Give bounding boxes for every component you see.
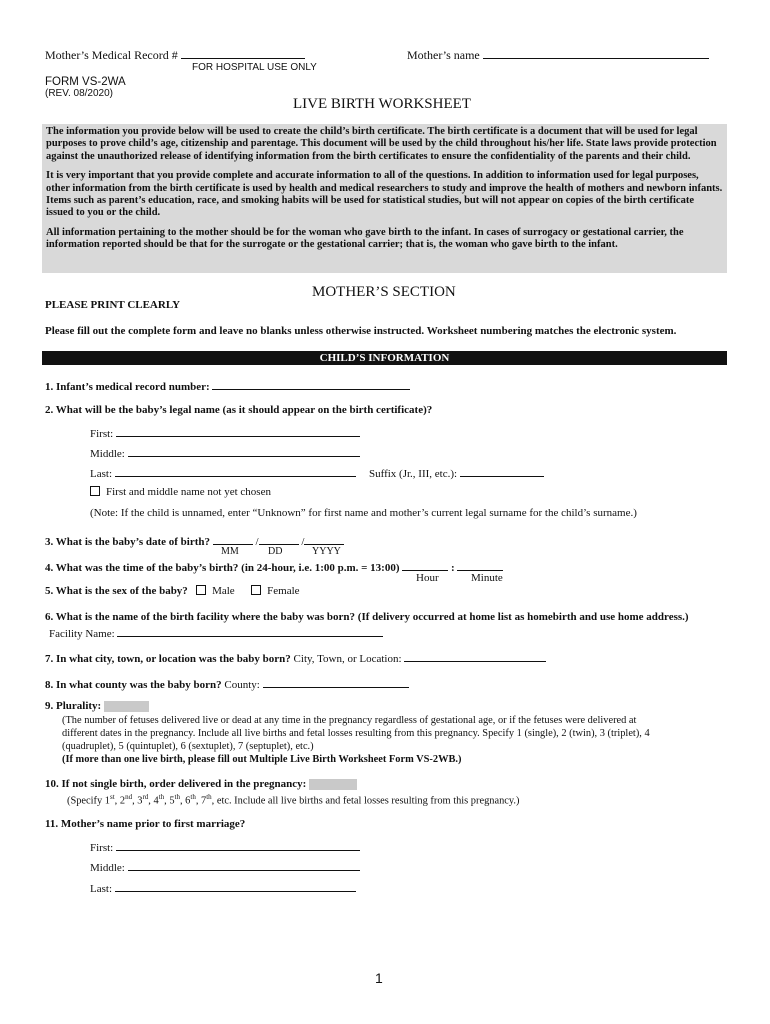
q9-desc-line-4: (If more than one live birth, please fill out Multiple Live Birth Worksheet Form VS-2WB.) [62,754,462,765]
mother-record-line[interactable] [181,47,305,59]
q11-label: 11. Mother’s name prior to first marriage? [45,818,246,830]
mother-name-label: Mother’s name [407,48,480,62]
dd-caption: DD [268,546,283,557]
q2-middle-row [90,445,360,460]
q7-label: 7. In what city, town, or location was the baby born? [45,653,291,665]
birth-hour-field[interactable] [402,559,448,571]
middle-name-field[interactable] [128,445,360,457]
q11-middle-row [90,859,360,874]
q11-first-row [90,839,360,854]
birth-minute-field[interactable] [457,559,503,571]
section-title: MOTHER’S SECTION [312,284,456,300]
q9-desc-line-3: (quadruplet), 5 (quintuplet), 6 (sextuplet), 7 (septuplet), etc.) [62,741,314,752]
q2-suffix-row [369,465,544,480]
q2-not-chosen-row [90,486,271,498]
dob-year-field[interactable] [304,533,344,545]
notice-paragraph-2: It is very important that you provide complete and accurate information to all of the questions. In addition to information used for legal purposes, other information from the birth certificate is used by health and medical researchers to study and improve the health of mothers and newborn infants. Items such as parent’s education, race, and smoking habits will be used for statistical studies, but will not appear on copies of the birth certificate issued to you or the child. [46,170,723,219]
page-number: 1 [375,970,383,986]
notice-paragraph-3: All information pertaining to the mother should be for the woman who gave birth to the infant. In cases of surrogacy or gestational carrier, the information reported should be that for the surrogate or the gestational carrier; that is, the woman who gave birth to the infant. [46,226,684,251]
mother-record-field [45,47,305,63]
q9-description [62,714,650,766]
not-chosen-label: First and middle name not yet chosen [106,486,271,498]
q5-row [45,585,300,597]
last-name-label: Last: [90,468,112,480]
birth-order-field[interactable] [309,779,357,790]
q7-row [45,650,546,665]
q8-label: 8. In what county was the baby born? [45,679,222,691]
maiden-last-field[interactable] [115,880,356,892]
plurality-field[interactable] [104,701,149,712]
county-field[interactable] [263,676,409,688]
q6-label: 6. What is the name of the birth facility where the baby was born? (If delivery occurred at home list as homebirth and use home address.) [45,611,689,623]
q1-label: 1. Infant’s medical record number: [45,381,210,393]
q3-label: 3. What is the baby’s date of birth? [45,536,211,548]
q4-label: 4. What was the time of the baby’s birth? (in 24-hour, i.e. 1:00 p.m. = 13:00) [45,562,400,574]
first-name-label: First: [90,428,114,440]
mother-record-label: Mother’s Medical Record # [45,48,178,62]
q8-row [45,676,409,691]
mother-name-line[interactable] [483,47,709,59]
instructions: Please fill out the complete form and leave no blanks unless otherwise instructed. Worksheet numbering matches the electronic system. [45,325,677,337]
city-field[interactable] [404,650,546,662]
not-chosen-checkbox[interactable] [90,486,100,496]
q10-spec-post: , etc. Include all live births and fetal losses resulting from this pregnancy.) [211,795,520,807]
hour-caption: Hour [416,572,439,584]
q9-row [45,700,149,712]
q10-label: 10. If not single birth, order delivered in the pregnancy: [45,778,307,790]
suffix-field[interactable] [460,465,544,477]
childs-information-bar: CHILD’S INFORMATION [42,351,727,365]
q8-field-label: County: [224,679,260,691]
q5-label: 5. What is the sex of the baby? [45,585,188,597]
q4-row: 4. What was the time of the baby’s birth? (in 24-hour, i.e. 1:00 p.m. = 13:00) : [45,559,503,574]
q7-field-label: City, Town, or Location: [293,653,402,665]
middle-name-label: Middle: [90,448,125,460]
notice-box [42,124,727,273]
notice-paragraph-1: The information you provide below will be used to create the child’s birth certificate. The birth certificate is a document that will be used for legal purposes to prove child’s age, citizenship and parentage. This document will be used by the child throughout his/her life. State laws provide protection against the unauthorized release of identifying information from the birth certificates to ensure the confidentiality of the parents and their child. [46,126,717,162]
yyyy-caption: YYYY [312,546,341,557]
female-checkbox[interactable] [251,585,261,595]
last-name-field[interactable] [115,465,356,477]
q2-last-row [90,465,356,480]
form-revision: (REV. 08/2020) [45,88,114,99]
male-label: Male [212,585,235,597]
q1-row [45,378,410,393]
dob-month-field[interactable] [213,533,253,545]
q10-row [45,778,357,790]
infant-record-number-field[interactable] [212,378,410,390]
q9-label: 9. Plurality: [45,700,102,712]
maiden-first-label: First: [90,842,114,854]
mm-caption: MM [221,546,239,557]
q2-first-row [90,425,360,440]
facility-label: Facility Name: [49,628,115,640]
male-checkbox[interactable] [196,585,206,595]
q10-spec: (Specify 1st, 2nd, 3rd, 4th, 5th, 6th, 7th, etc. Include all live births and fetal losses resulting from this pregnancy.) [67,793,520,807]
form-id: FORM VS-2WA [45,76,126,88]
suffix-label: Suffix (Jr., III, etc.): [369,468,458,480]
maiden-middle-field[interactable] [128,859,360,871]
facility-name-field[interactable] [117,625,383,637]
maiden-middle-label: Middle: [90,862,125,874]
page-title: LIVE BIRTH WORKSHEET [293,96,471,112]
q9-desc-line-2: different dates in the pregnancy. Include all live births and fetal losses resulting from this pregnancy. Specify 1 (single), 2 (twin), 3 (triplet), 4 [62,728,650,739]
q2-note: (Note: If the child is unnamed, enter “Unknown” for first name and mother’s current legal surname for the child’s surname.) [90,507,637,519]
q9-desc-line-1: (The number of fetuses delivered live or dead at any time in the pregnancy regardless of gestational age, or if the fetuses were delivered at [62,715,637,726]
print-clearly: PLEASE PRINT CLEARLY [45,299,181,311]
first-name-field[interactable] [116,425,360,437]
female-label: Female [267,585,300,597]
q10-spec-pre: (Specify 1 [67,795,110,807]
q6-facility-row [49,625,383,640]
maiden-last-label: Last: [90,883,112,895]
maiden-first-field[interactable] [116,839,360,851]
q2-label: 2. What will be the baby’s legal name (as it should appear on the birth certificate)? [45,404,433,416]
dob-day-field[interactable] [259,533,299,545]
mother-name-field [407,47,709,63]
minute-caption: Minute [471,572,503,584]
q11-last-row [90,880,356,895]
hospital-use-note: FOR HOSPITAL USE ONLY [192,62,317,73]
q3-row: 3. What is the baby’s date of birth? / / [45,533,344,548]
